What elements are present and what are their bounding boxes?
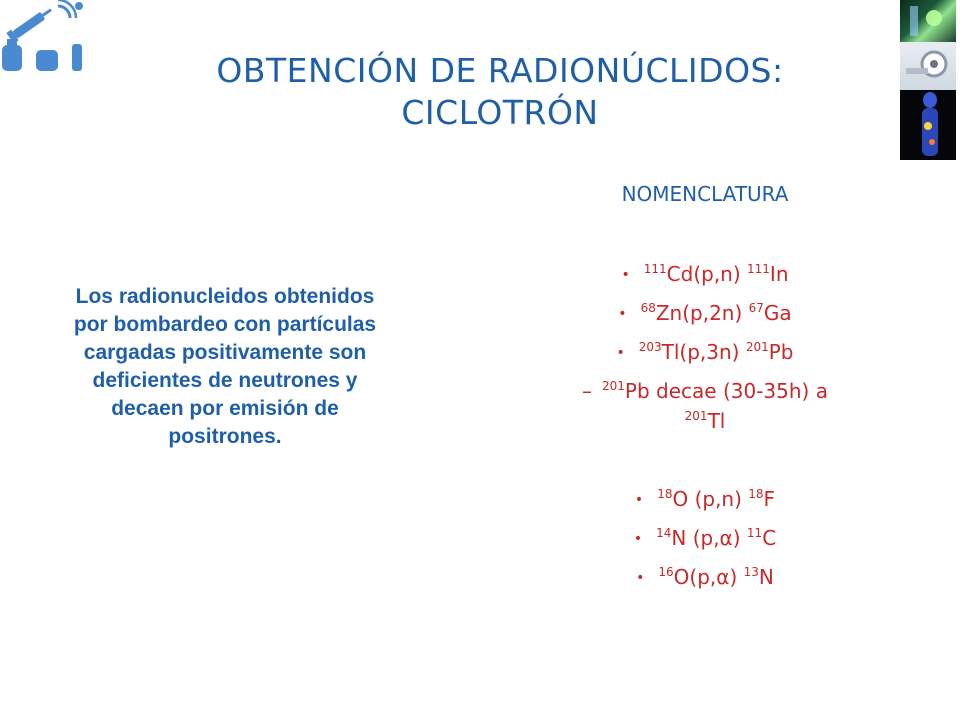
page-title <box>160 50 840 134</box>
reaction-item: • $^{14}$N (p,α) $^{11}$C <box>633 526 777 550</box>
bullet-icon: • <box>636 570 645 586</box>
reaction-item: • $^{203}$Tl(p,3n) $^{201}$Pb <box>616 340 794 364</box>
decay-item: – $^{201}$Pb decae (30-35h) a <box>582 379 828 403</box>
reaction-item: • $^{111}$Cd(p,n) $^{111}$In <box>621 262 789 286</box>
decay-item-continued: $^{201}$Tl <box>684 409 726 433</box>
reaction-item: • $^{16}$O(p,α) $^{13}$N <box>636 565 774 589</box>
description-paragraph: Los radionucleidos obtenidos por bombardeo con partículas cargadas positivamente son deficientes de neutrones y decaen por emisión de positrones. <box>73 285 377 448</box>
bullet-icon: • <box>633 531 643 547</box>
fluorescence-image <box>900 0 956 42</box>
nomenclature-heading: NOMENCLATURA <box>621 182 789 206</box>
title-line-2: CICLOTRÓN <box>401 93 599 132</box>
bullet-icon: • <box>616 345 625 361</box>
dash-marker: – <box>582 379 593 403</box>
medical-imaging-thumbnails <box>900 0 956 160</box>
medical-logo-icon <box>0 0 90 80</box>
reaction-item: • $^{18}$O (p,n) $^{18}$F <box>634 487 776 511</box>
pet-scan-image <box>900 90 956 160</box>
bullet-icon: • <box>634 492 644 508</box>
bullet-icon: • <box>621 267 630 283</box>
title-line-1: OBTENCIÓN DE RADIONÚCLIDOS: <box>216 51 784 90</box>
reaction-item: • $^{68}$Zn(p,2n) $^{67}$Ga <box>618 301 792 325</box>
scanner-image <box>900 42 956 90</box>
bullet-icon: • <box>618 306 627 322</box>
